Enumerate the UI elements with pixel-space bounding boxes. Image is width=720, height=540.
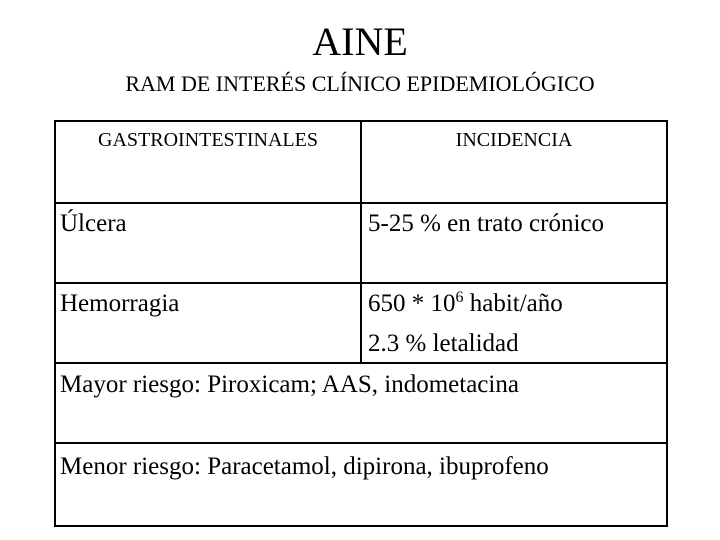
header-category: GASTROINTESTINALES: [98, 129, 318, 151]
slide-subtitle: RAM DE INTERÉS CLÍNICO EPIDEMIOLÓGICO: [125, 71, 595, 96]
incidence-hemorrhage-base: 650 * 10: [368, 290, 456, 317]
header-incidence: INCIDENCIA: [455, 129, 573, 151]
higher-risk-note: Mayor riesgo: Piroxicam; AAS, indometacina: [60, 371, 519, 398]
condition-hemorrhage: Hemorragia: [60, 290, 180, 317]
condition-ulcer: Úlcera: [60, 210, 127, 237]
adverse-reactions-table: [54, 120, 668, 527]
incidence-ulcer: 5-25 % en trato crónico: [368, 210, 605, 237]
incidence-hemorrhage-exponent: 6: [455, 289, 464, 306]
incidence-hemorrhage: [368, 284, 563, 324]
slide-title: AINE: [312, 19, 408, 64]
incidence-hemorrhage-suffix: habit/año: [463, 290, 563, 317]
row-divider: [56, 442, 666, 444]
lower-risk-note: Menor riesgo: Paracetamol, dipirona, ibuprofeno: [60, 453, 549, 480]
lethality-hemorrhage: 2.3 % letalidad: [368, 330, 519, 357]
column-divider: [360, 122, 362, 364]
